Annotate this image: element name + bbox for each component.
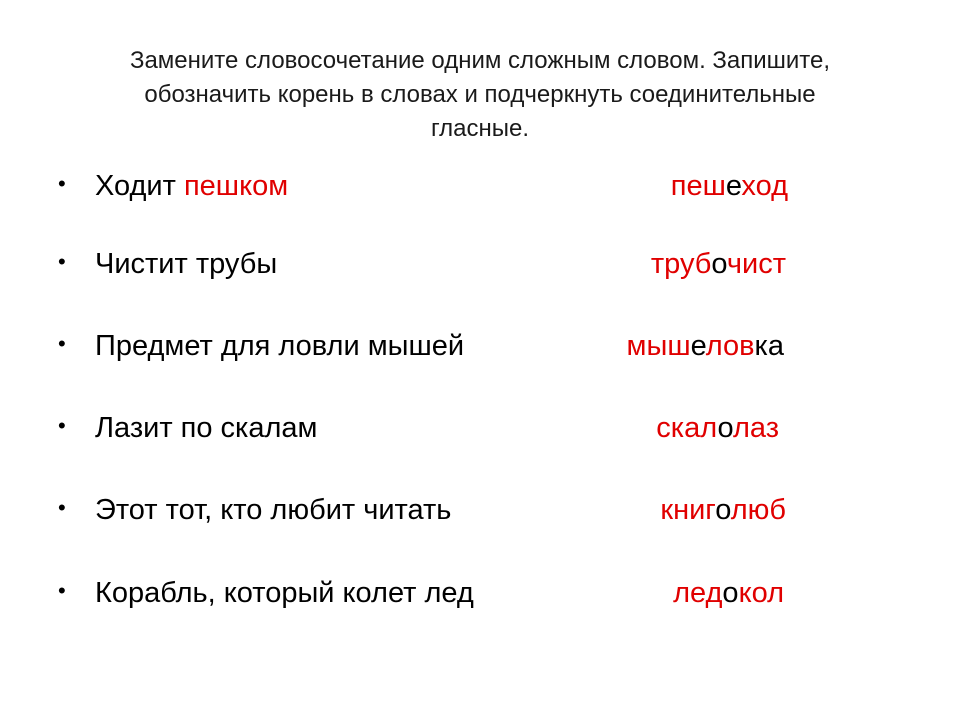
compound-word-answer bbox=[673, 573, 784, 613]
root-part: лов bbox=[705, 330, 755, 362]
root-part: пеш bbox=[670, 170, 726, 202]
compound-word-answer bbox=[656, 408, 779, 448]
list-item bbox=[0, 166, 960, 206]
phrase bbox=[95, 573, 474, 613]
bullet-icon: • bbox=[58, 578, 66, 603]
root-part: труб bbox=[650, 248, 712, 280]
list-item bbox=[0, 408, 960, 448]
root-part: чист bbox=[726, 248, 786, 280]
root-part: лаз bbox=[732, 412, 779, 444]
bullet-icon: • bbox=[58, 413, 66, 438]
phrase-highlight: пешком bbox=[183, 170, 289, 202]
list-item bbox=[0, 326, 960, 366]
root-part: книг bbox=[660, 494, 716, 526]
list-item bbox=[0, 490, 960, 530]
connecting-vowel: о bbox=[717, 412, 733, 444]
connecting-vowel: о bbox=[722, 577, 739, 609]
connecting-vowel: е bbox=[690, 330, 706, 362]
phrase-text: Чистит трубы bbox=[95, 248, 278, 280]
root-part: ход bbox=[741, 170, 788, 202]
root-part: лед bbox=[673, 577, 723, 609]
phrase-text: Предмет для ловли мышей bbox=[95, 330, 465, 362]
connecting-vowel: о bbox=[711, 248, 727, 280]
root-part: мыш bbox=[626, 330, 691, 362]
task-heading-line-2: обозначить корень в словах и подчеркнуть соединительные bbox=[144, 81, 816, 108]
root-part: люб bbox=[730, 494, 786, 526]
bullet-icon: • bbox=[58, 495, 66, 520]
bullet-icon: • bbox=[58, 171, 66, 196]
phrase bbox=[95, 490, 451, 530]
compound-word-answer bbox=[627, 326, 784, 366]
phrase bbox=[95, 326, 464, 366]
compound-word-answer bbox=[671, 166, 788, 206]
phrase-text: Лазит по скалам bbox=[95, 412, 318, 444]
phrase bbox=[95, 408, 318, 448]
compound-word-answer bbox=[651, 244, 786, 284]
list-item bbox=[0, 573, 960, 613]
task-heading bbox=[60, 44, 900, 146]
compound-word-answer bbox=[660, 490, 786, 530]
connecting-vowel: е bbox=[725, 170, 742, 202]
root-part: кол bbox=[738, 577, 784, 609]
phrase-text: Ходит bbox=[95, 170, 184, 202]
list-item bbox=[0, 244, 960, 284]
task-heading-line-3: гласные. bbox=[430, 115, 530, 142]
connecting-vowel: о bbox=[715, 494, 731, 526]
bullet-icon: • bbox=[58, 331, 66, 356]
phrase-text: Этот тот, кто любит читать bbox=[95, 494, 452, 526]
phrase-text: Корабль, который колет лед bbox=[95, 577, 474, 609]
bullet-icon: • bbox=[58, 249, 66, 274]
phrase bbox=[95, 166, 288, 206]
root-part: скал bbox=[656, 412, 718, 444]
suffix-part: ка bbox=[754, 330, 784, 362]
phrase bbox=[95, 244, 277, 284]
task-heading-line-1: Замените словосочетание одним сложным словом. Запишите, bbox=[129, 47, 831, 74]
